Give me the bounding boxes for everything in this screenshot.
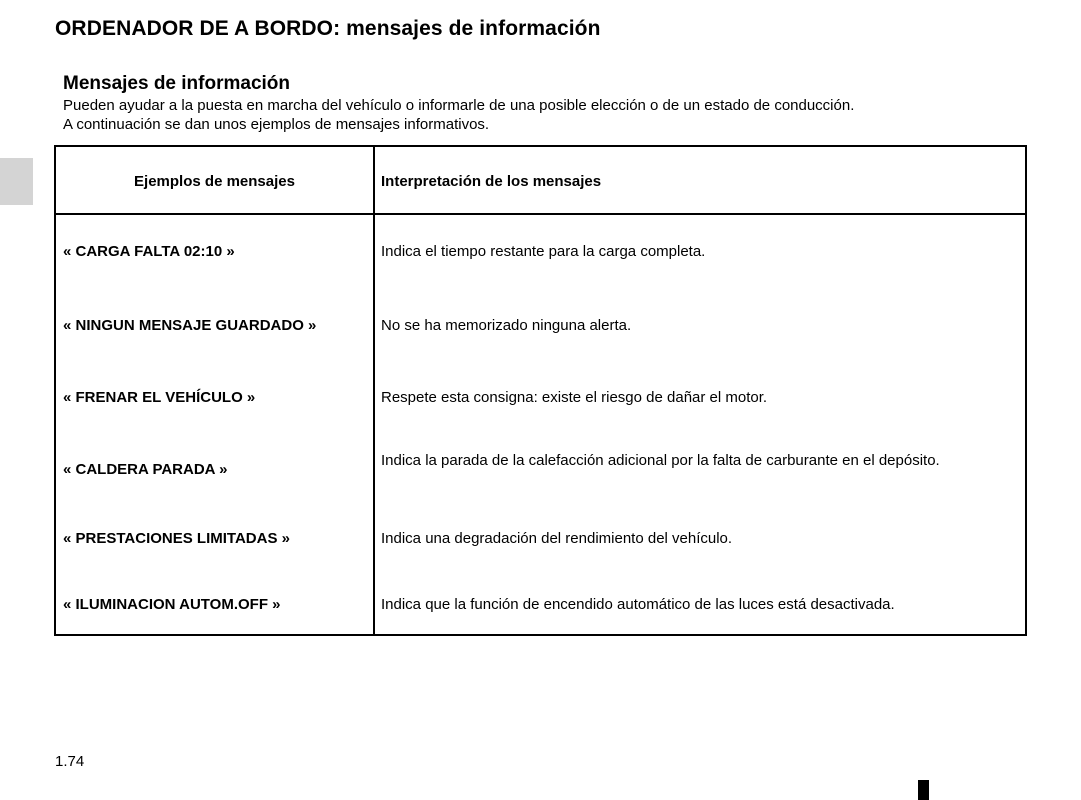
message-example: « PRESTACIONES LIMITADAS » <box>63 530 290 547</box>
page-title: ORDENADOR DE A BORDO: mensajes de información <box>55 17 601 40</box>
crop-mark <box>918 780 929 800</box>
message-example: « CARGA FALTA 02:10 » <box>63 243 235 260</box>
message-interpretation: Indica el tiempo restante para la carga completa. <box>381 243 706 260</box>
message-example: « CALDERA PARADA » <box>63 461 228 478</box>
intro-line-1: Pueden ayudar a la puesta en marcha del vehículo o informarle de una posible elección o de un estado de conducción. <box>63 97 855 114</box>
section-heading: Mensajes de información <box>63 73 291 94</box>
header-messages: Ejemplos de mensajes <box>134 173 295 190</box>
messages-table <box>54 145 1027 636</box>
page-number: 1.74 <box>55 753 85 770</box>
message-interpretation: Indica la parada de la calefacción adicional por la falta de carburante en el depósito. <box>381 452 940 469</box>
message-interpretation: Indica que la función de encendido automático de las luces está desactivada. <box>381 596 895 613</box>
message-example: « NINGUN MENSAJE GUARDADO » <box>63 317 317 334</box>
message-example: « ILUMINACION AUTOM.OFF » <box>63 596 281 613</box>
chapter-tab-marker <box>0 158 33 205</box>
message-example: « FRENAR EL VEHÍCULO » <box>63 389 256 406</box>
message-interpretation: Respete esta consigna: existe el riesgo de dañar el motor. <box>381 389 768 406</box>
table-row <box>56 595 1025 615</box>
header-divider <box>56 213 1025 215</box>
table-row <box>56 316 1025 336</box>
table-row <box>56 529 1025 549</box>
table-row <box>56 452 1025 480</box>
table-row <box>56 388 1025 408</box>
message-interpretation: Indica una degradación del rendimiento del vehículo. <box>381 530 733 547</box>
table-row <box>56 242 1025 262</box>
intro-text <box>63 96 854 134</box>
intro-line-2: A continuación se dan unos ejemplos de mensajes informativos. <box>63 116 490 133</box>
header-interpretation: Interpretación de los mensajes <box>381 173 602 190</box>
message-interpretation: No se ha memorizado ninguna alerta. <box>381 317 632 334</box>
